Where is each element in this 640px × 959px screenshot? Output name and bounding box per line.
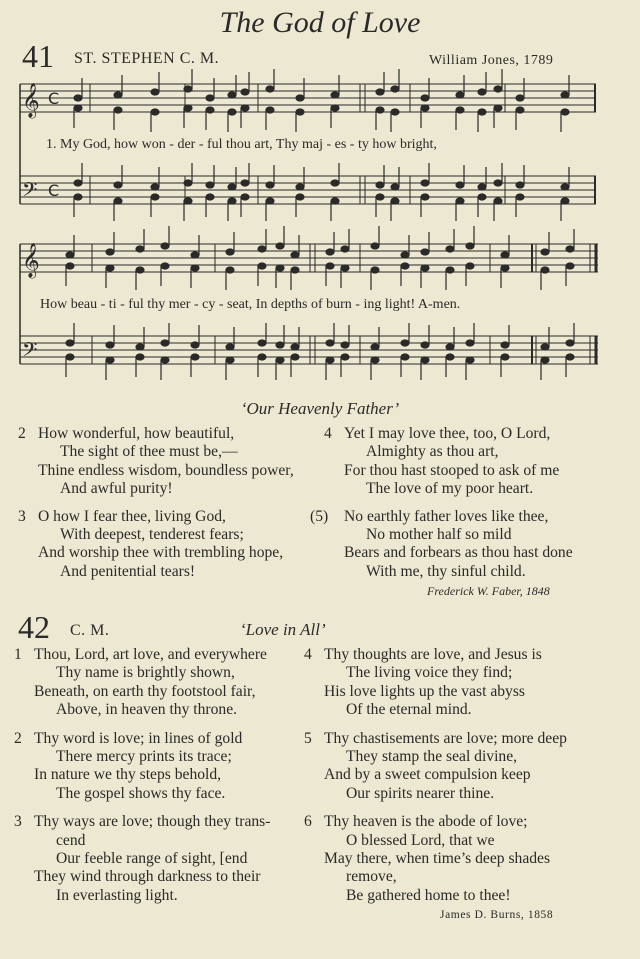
hymn41-verses-left [18, 425, 294, 581]
note-head [421, 180, 429, 186]
note-head [494, 86, 502, 92]
note-head [516, 107, 524, 113]
note-head [66, 252, 74, 258]
verse-line: Be gathered home to thee! [346, 886, 511, 904]
note-head [466, 357, 474, 363]
verse-line: Yet I may love thee, too, O Lord, [344, 425, 551, 442]
verse-line: His love lights up the vast abyss [324, 682, 525, 700]
verse [14, 646, 270, 720]
lyric-line-2: How beau - ti - ful thy mer - cy - seat, In depths of burn - ing light! A-men. [40, 297, 461, 312]
note-head [151, 109, 159, 115]
verse [324, 425, 573, 499]
verse-number: 6 [304, 813, 312, 831]
note-head [501, 265, 509, 271]
composer-credit: William Jones, 1789 [429, 53, 554, 68]
verse-line: There mercy prints its trace; [56, 747, 232, 765]
note-head [331, 105, 339, 111]
note-head [74, 95, 82, 101]
note-head [326, 340, 334, 346]
verse-line: The sight of thee must be,— [60, 443, 238, 461]
note-head [241, 89, 249, 95]
note-head [184, 180, 192, 186]
verse-line: They wind through darkness to their [34, 868, 261, 886]
verse-line: O how I fear thee, living God, [38, 507, 226, 525]
verse-line: Bears and forbears as thou hast done [344, 544, 573, 562]
verse-line: Thy name is brightly shown, [56, 664, 235, 682]
note-head [371, 267, 379, 273]
note-head [291, 354, 299, 360]
note-head [161, 357, 169, 363]
note-head [161, 263, 169, 269]
note-head [226, 357, 234, 363]
note-head [184, 105, 192, 111]
verse-line: With deepest, tenderest fears; [60, 525, 244, 543]
note-head [341, 265, 349, 271]
verse-line: In nature we thy steps behold, [34, 766, 222, 784]
note-head [258, 340, 266, 346]
note-head [266, 198, 274, 204]
note-head [401, 354, 409, 360]
verse-line: May there, when time’s deep shades [324, 849, 551, 867]
note-head [446, 246, 454, 252]
verse-line: cend [56, 831, 86, 849]
note-head [446, 344, 454, 350]
note-head [151, 194, 159, 200]
note-head [331, 180, 339, 186]
note-head [494, 198, 502, 204]
tune-name: ST. STEPHEN C. M. [74, 50, 220, 67]
note-head [501, 342, 509, 348]
verse-number: 2 [14, 729, 22, 747]
note-head [478, 194, 486, 200]
note-head [376, 89, 384, 95]
note-head [291, 344, 299, 350]
verse [304, 813, 567, 905]
note-head [241, 105, 249, 111]
note-head [331, 198, 339, 204]
verse-line: Our feeble range of sight, [end [56, 849, 248, 867]
note-head [421, 105, 429, 111]
note-head [226, 267, 234, 273]
hymn42-subtitle: ‘Love in All’ [240, 620, 326, 639]
verse-line: For thou hast stooped to ask of me [344, 461, 560, 479]
verse-line: No earthly father loves like thee, [344, 507, 549, 525]
verse [304, 646, 567, 720]
verse-line: The love of my poor heart. [366, 480, 534, 498]
note-head [566, 340, 574, 346]
note-head [421, 95, 429, 101]
note-head [326, 249, 334, 255]
hymn42-verses-right [304, 646, 567, 905]
note-head [391, 109, 399, 115]
note-head [541, 357, 549, 363]
note-head [206, 194, 214, 200]
verse-line: And penitential tears! [60, 562, 196, 580]
note-head [228, 109, 236, 115]
note-head [501, 354, 509, 360]
note-head [516, 95, 524, 101]
note-head [276, 265, 284, 271]
note-head [136, 267, 144, 273]
note-head [191, 265, 199, 271]
note-head [136, 246, 144, 252]
note-head [206, 182, 214, 188]
note-head [151, 89, 159, 95]
note-head [276, 357, 284, 363]
note-head [371, 243, 379, 249]
note-head [391, 184, 399, 190]
verse-line: Our spirits nearer thine. [346, 784, 495, 802]
note-head [276, 342, 284, 348]
verse-number: 4 [324, 425, 332, 442]
verse-line: Thine endless wisdom, boundless power, [38, 461, 294, 479]
note-head [114, 182, 122, 188]
note-head [258, 354, 266, 360]
verse-number: 1 [14, 646, 22, 663]
note-head [66, 340, 74, 346]
note-head [566, 246, 574, 252]
note-head [466, 263, 474, 269]
verse [304, 729, 567, 804]
note-head [296, 184, 304, 190]
note-head [326, 263, 334, 269]
note-head [501, 252, 509, 258]
note-head [561, 184, 569, 190]
note-head [106, 357, 114, 363]
verse [18, 507, 294, 582]
note-head [258, 263, 266, 269]
note-head [401, 252, 409, 258]
verse-line: The living voice they find; [346, 664, 513, 682]
note-head [391, 198, 399, 204]
verse-number: 3 [14, 813, 22, 831]
note-head [136, 354, 144, 360]
verse-line: Thy ways are love; though they trans- [34, 813, 271, 831]
verse-line: Above, in heaven thy throne. [56, 701, 238, 719]
note-head [421, 249, 429, 255]
note-head [241, 194, 249, 200]
verse-line: O blessed Lord, that we [346, 831, 495, 849]
note-head [161, 340, 169, 346]
verse-line: remove, [346, 868, 397, 886]
hymn42-verses-left [14, 646, 271, 905]
note-head [466, 340, 474, 346]
verse-number: 2 [18, 425, 26, 442]
note-head [371, 357, 379, 363]
verse [14, 813, 271, 905]
note-head [421, 265, 429, 271]
note-head [326, 357, 334, 363]
verse-line: Thy heaven is the abode of love; [324, 813, 528, 831]
note-head [494, 105, 502, 111]
hymn-number-42: 42 [18, 609, 50, 645]
verse-line: Thy word is love; in lines of gold [34, 729, 243, 747]
note-head [516, 182, 524, 188]
note-head [151, 184, 159, 190]
hymn-number-41: 41 [22, 38, 54, 74]
hymn41-subtitle: ‘Our Heavenly Father’ [240, 399, 400, 418]
verse-line: And by a sweet compulsion keep [324, 766, 531, 784]
note-head [376, 107, 384, 113]
note-head [401, 263, 409, 269]
note-head [376, 182, 384, 188]
verse-number: 4 [304, 646, 312, 663]
staff-bass-1 [20, 176, 596, 204]
note-head [376, 194, 384, 200]
note-head [561, 109, 569, 115]
staff-treble-1 [20, 84, 596, 112]
note-head [296, 95, 304, 101]
note-head [136, 344, 144, 350]
note-head [341, 342, 349, 348]
note-head [66, 354, 74, 360]
note-head [114, 92, 122, 98]
note-head [228, 198, 236, 204]
note-head [74, 105, 82, 111]
note-head [341, 354, 349, 360]
hymn42-meter: C. M. [70, 622, 110, 639]
verse-line: And worship thee with trembling hope, [38, 544, 284, 562]
note-head [74, 180, 82, 186]
note-head [226, 249, 234, 255]
verse-line: Thy thoughts are love, and Jesus is [324, 646, 542, 663]
note-head [456, 182, 464, 188]
note-head [241, 180, 249, 186]
verse-line: In everlasting light. [56, 886, 178, 904]
note-head [561, 92, 569, 98]
lyric-line-1: 1. My God, how won - der - ful thou art, Thy maj - es - ty how bright, [46, 137, 437, 152]
verse-line: No mother half so mild [366, 525, 512, 543]
note-head [494, 180, 502, 186]
verse-line: They stamp the seal divine, [346, 747, 518, 765]
note-head [114, 107, 122, 113]
verse-line: With me, thy sinful child. [366, 562, 526, 580]
note-head [541, 249, 549, 255]
note-head [161, 243, 169, 249]
note-head [66, 263, 74, 269]
note-head [391, 86, 399, 92]
verse-line: Beneath, on earth thy footstool fair, [34, 682, 256, 700]
note-head [114, 198, 122, 204]
note-head [191, 354, 199, 360]
verse-line: Almighty as thou art, [366, 443, 499, 461]
note-head [296, 109, 304, 115]
verse-number: 5 [304, 729, 312, 747]
note-head [291, 252, 299, 258]
svg-text:𝄢: 𝄢 [22, 338, 38, 366]
note-head [291, 267, 299, 273]
note-head [228, 92, 236, 98]
note-head [478, 109, 486, 115]
note-head [561, 198, 569, 204]
note-head [226, 344, 234, 350]
note-head [206, 95, 214, 101]
note-head [106, 265, 114, 271]
note-head [341, 246, 349, 252]
svg-text:𝄞: 𝄞 [22, 83, 40, 118]
note-head [191, 252, 199, 258]
note-head [74, 194, 82, 200]
verse-number: (5) [310, 507, 329, 525]
svg-text:𝄞: 𝄞 [22, 243, 40, 278]
note-head [456, 198, 464, 204]
note-head [446, 354, 454, 360]
note-head [478, 89, 486, 95]
note-head [401, 340, 409, 346]
note-head [106, 342, 114, 348]
verse [18, 425, 294, 499]
note-head [228, 184, 236, 190]
verse [310, 507, 573, 582]
page-title: The God of Love [219, 6, 421, 39]
note-head [331, 92, 339, 98]
verse-line: The gospel shows thy face. [56, 784, 226, 802]
verse [14, 729, 270, 804]
note-head [421, 194, 429, 200]
note-head [456, 92, 464, 98]
note-head [541, 267, 549, 273]
verse-line: And awful purity! [60, 480, 173, 498]
verse-line: Thy chastisements are love; more deep [324, 729, 567, 747]
hymn41-author: Frederick W. Faber, 1848 [427, 584, 550, 598]
note-head [478, 184, 486, 190]
note-head [466, 243, 474, 249]
verse-number: 3 [18, 507, 26, 525]
svg-text:C: C [48, 181, 60, 200]
note-head [541, 344, 549, 350]
note-head [184, 198, 192, 204]
verse-line: Thou, Lord, art love, and everywhere [34, 646, 267, 663]
verse-line: How wonderful, how beautiful, [38, 425, 235, 442]
note-head [266, 107, 274, 113]
note-head [456, 107, 464, 113]
note-head [276, 243, 284, 249]
svg-text:C: C [48, 89, 60, 108]
svg-text:𝄢: 𝄢 [22, 178, 38, 206]
note-head [296, 194, 304, 200]
note-head [206, 107, 214, 113]
note-head [421, 357, 429, 363]
hymn42-author: James D. Burns, 1858 [440, 909, 554, 921]
note-head [516, 194, 524, 200]
note-head [421, 342, 429, 348]
note-head [266, 86, 274, 92]
note-head [258, 246, 266, 252]
note-head [266, 182, 274, 188]
note-head [566, 263, 574, 269]
note-head [106, 249, 114, 255]
note-head [371, 344, 379, 350]
note-head [566, 354, 574, 360]
note-head [184, 86, 192, 92]
verse-line: Of the eternal mind. [346, 701, 472, 719]
music-score [0, 0, 640, 380]
note-head [191, 342, 199, 348]
hymn41-verses-right [310, 425, 573, 581]
note-head [446, 267, 454, 273]
